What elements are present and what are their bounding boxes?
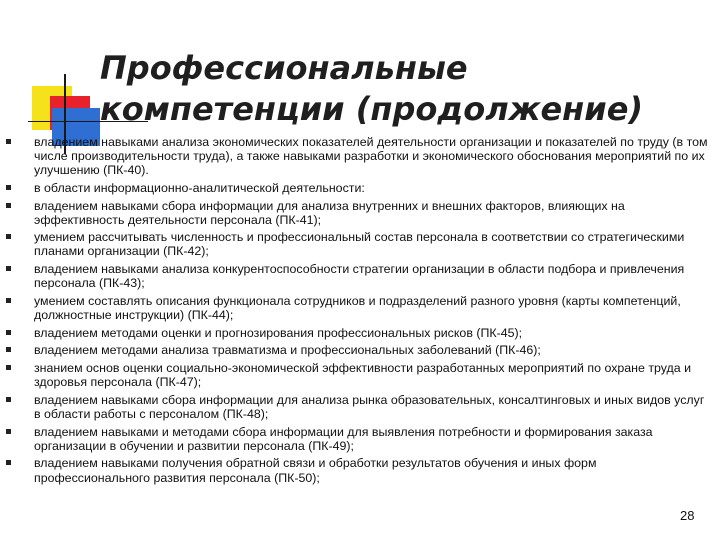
bullet-icon [6,460,11,465]
slide-title [100,48,700,130]
list-item-text: владением навыками анализа конкурентоспособности стратегии организации в области подбора и привлечения персонала (ПК-43); [34,262,685,291]
list-item [6,343,714,357]
bullet-icon [6,365,11,370]
title-line-1: Профессиональные [100,49,468,87]
page-number: 28 [680,508,695,523]
bullet-icon [6,347,11,352]
bullet-icon [6,185,11,190]
list-item-text: владением навыками сбора информации для анализа рынка образовательных, консалтинговых и иных видов услуг в области работы с персоналом (ПК-48); [34,392,705,421]
competency-list [6,135,714,488]
list-item [6,181,714,195]
list-item [6,456,714,484]
list-item-text: владением навыками сбора информации для анализа внутренних и внешних факторов, влияющих на эффективность деятельности персонала (ПК-41); [34,198,625,227]
bullet-icon [6,266,11,271]
list-item-text: владением навыками анализа экономических показателей деятельности организации и показателей по труду (в том числе производительности труда), а также навыками разработки и экономического обоснования мероприятий по их улучшению (ПК-40). [34,135,708,178]
bullet-icon [6,203,11,208]
list-item [6,294,714,322]
list-item-text: в области информационно-аналитической деятельности: [34,180,365,195]
list-item [6,393,714,421]
bullet-icon [6,397,11,402]
list-item [6,230,714,258]
title-line-2: компетенции (продолжение) [100,90,644,128]
bullet-icon [6,298,11,303]
list-item-text: умением составлять описания функционала сотрудников и подразделений разного уровня (карты компетенций, должностные инструкции) (ПК-44); [34,293,681,322]
list-item [6,199,714,227]
list-item [6,135,714,177]
list-item-text: владением методами оценки и прогнозирования профессиональных рисков (ПК-45); [34,325,523,340]
list-item [6,361,714,389]
list-item [6,326,714,340]
bullet-icon [6,330,11,335]
bullet-icon [6,234,11,239]
list-item [6,425,714,453]
list-item [6,262,714,290]
bullet-icon [6,429,11,434]
list-item-text: владением методами анализа травматизма и профессиональных заболеваний (ПК-46); [34,343,541,358]
list-item-text: умением рассчитывать численность и профессиональный состав персонала в соответствии со стратегическими планами организации (ПК-42); [34,230,685,259]
list-item-text: знанием основ оценки социально-экономической эффективности разработанных мероприятий по охране труда и здоровья персонала (ПК-47); [34,361,692,390]
bullet-icon [6,139,11,144]
list-item-text: владением навыками и методами сбора информации для выявления потребности и формирования заказа организации в обучении и развитии персонала (ПК-49); [34,424,653,453]
list-item-text: владением навыками получения обратной связи и обработки результатов обучения и иных форм профессионального развития персонала (ПК-50); [34,456,597,485]
